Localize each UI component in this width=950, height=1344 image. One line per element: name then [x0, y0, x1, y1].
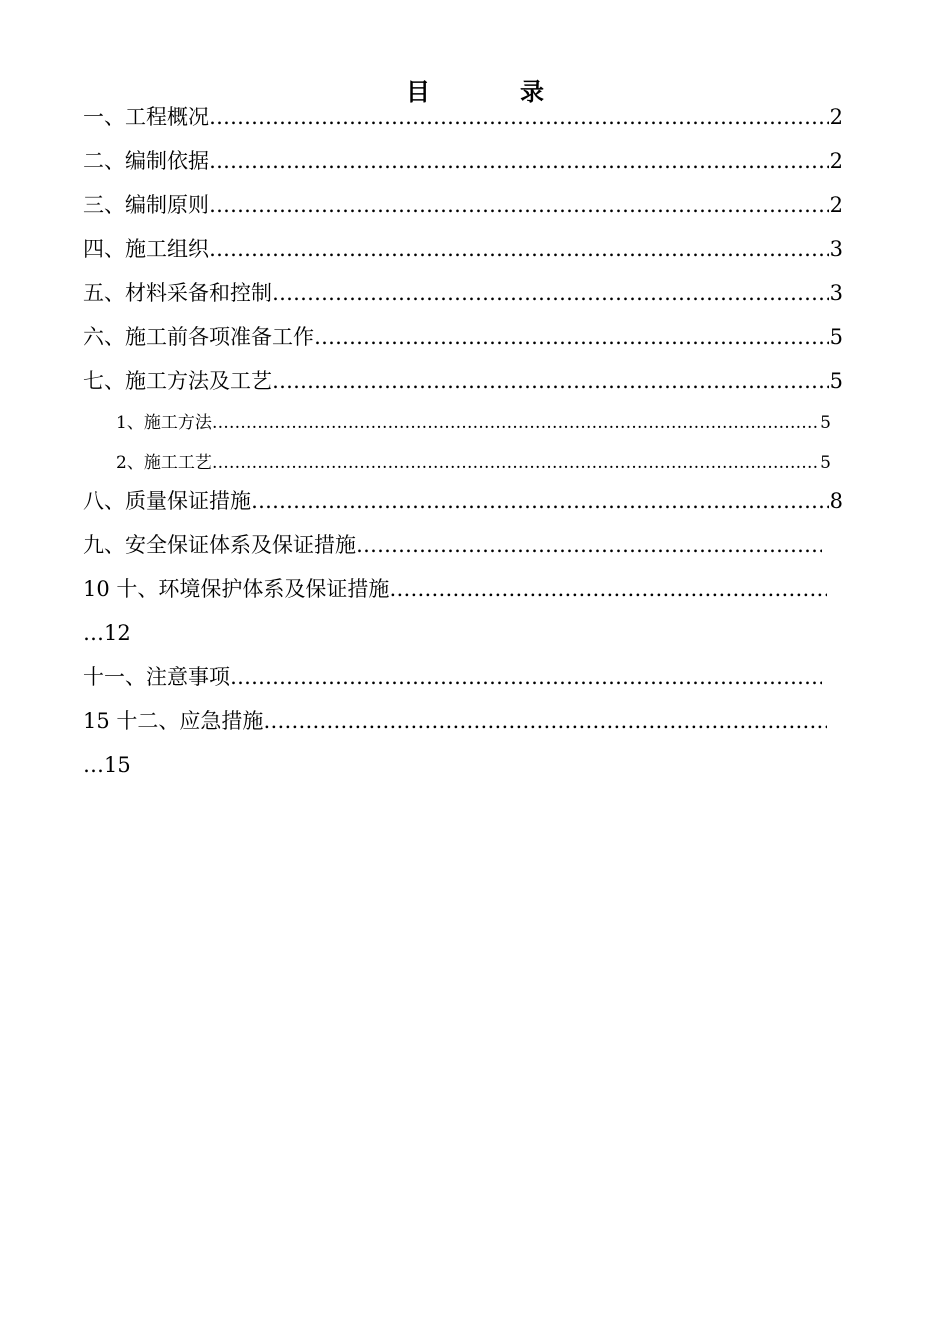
dot-leader: [272, 366, 829, 396]
toc-entry-label: 六、施工前各项准备工作: [83, 325, 314, 349]
dot-leader: [263, 706, 827, 736]
toc-entry-continuation: [83, 618, 843, 662]
toc-subentry[interactable]: [116, 408, 831, 452]
toc-entry-page: 5: [820, 413, 831, 433]
toc-entry-page: 3: [829, 237, 843, 261]
toc-entry-label: 十一、注意事项: [83, 665, 230, 689]
toc-entry-label: 二、编制依据: [83, 149, 209, 173]
dot-leader: [209, 146, 829, 176]
toc-entry-page: 2: [829, 105, 843, 129]
dot-leader: [356, 530, 822, 560]
toc-entry-label: 八、质量保证措施: [83, 489, 251, 513]
toc-entry[interactable]: [83, 322, 843, 366]
toc-entry-label: 七、施工方法及工艺: [83, 369, 272, 393]
toc-entry-page: 5: [829, 369, 843, 393]
toc-entry-label: 15 十二、应急措施: [83, 709, 264, 733]
toc-entry-label: …15: [83, 753, 131, 777]
title-char: 目: [406, 78, 430, 106]
toc-entry[interactable]: [83, 234, 843, 278]
dot-leader: [212, 408, 819, 438]
toc-entry-page: 2: [829, 193, 843, 217]
toc-entry-page: 5: [829, 325, 843, 349]
toc-entry-label: 九、安全保证体系及保证措施: [83, 533, 356, 557]
toc-entry[interactable]: [83, 662, 823, 706]
toc-entry[interactable]: [83, 574, 828, 618]
toc-entry-label: 四、施工组织: [83, 237, 209, 261]
toc-entry-label: 1、施工方法: [116, 413, 212, 433]
toc-entry-label: 一、工程概况: [83, 105, 209, 129]
toc-entry[interactable]: [83, 706, 828, 750]
title-char: 录: [520, 78, 544, 106]
dot-leader: [251, 486, 829, 516]
dot-leader: [212, 448, 819, 478]
toc-entry-label: 2、施工工艺: [116, 453, 212, 473]
toc-entry[interactable]: [83, 146, 843, 190]
toc-entry-page: 5: [820, 453, 831, 473]
dot-leader: [209, 234, 829, 264]
dot-leader: [389, 574, 827, 604]
toc-entry-page: 2: [829, 149, 843, 173]
dot-leader: [230, 662, 822, 692]
toc-entry[interactable]: [83, 366, 843, 410]
toc-entry[interactable]: [83, 278, 843, 322]
toc-entry[interactable]: [83, 190, 843, 234]
toc-entry[interactable]: [83, 102, 843, 146]
dot-leader: [209, 102, 829, 132]
toc-entry-page: 3: [829, 281, 843, 305]
toc-entry[interactable]: [83, 530, 823, 574]
dot-leader: [272, 278, 829, 308]
toc-entry-label: 三、编制原则: [83, 193, 209, 217]
toc-entry-label: 五、材料采备和控制: [83, 281, 272, 305]
toc-entry-continuation: [83, 750, 843, 794]
toc-entry-label: …12: [83, 621, 131, 645]
toc-entry[interactable]: [83, 486, 843, 530]
dot-leader: [314, 322, 829, 352]
dot-leader: [209, 190, 829, 220]
toc-entry-page: 8: [829, 489, 843, 513]
toc-entry-label: 10 十、环境保护体系及保证措施: [83, 577, 390, 601]
